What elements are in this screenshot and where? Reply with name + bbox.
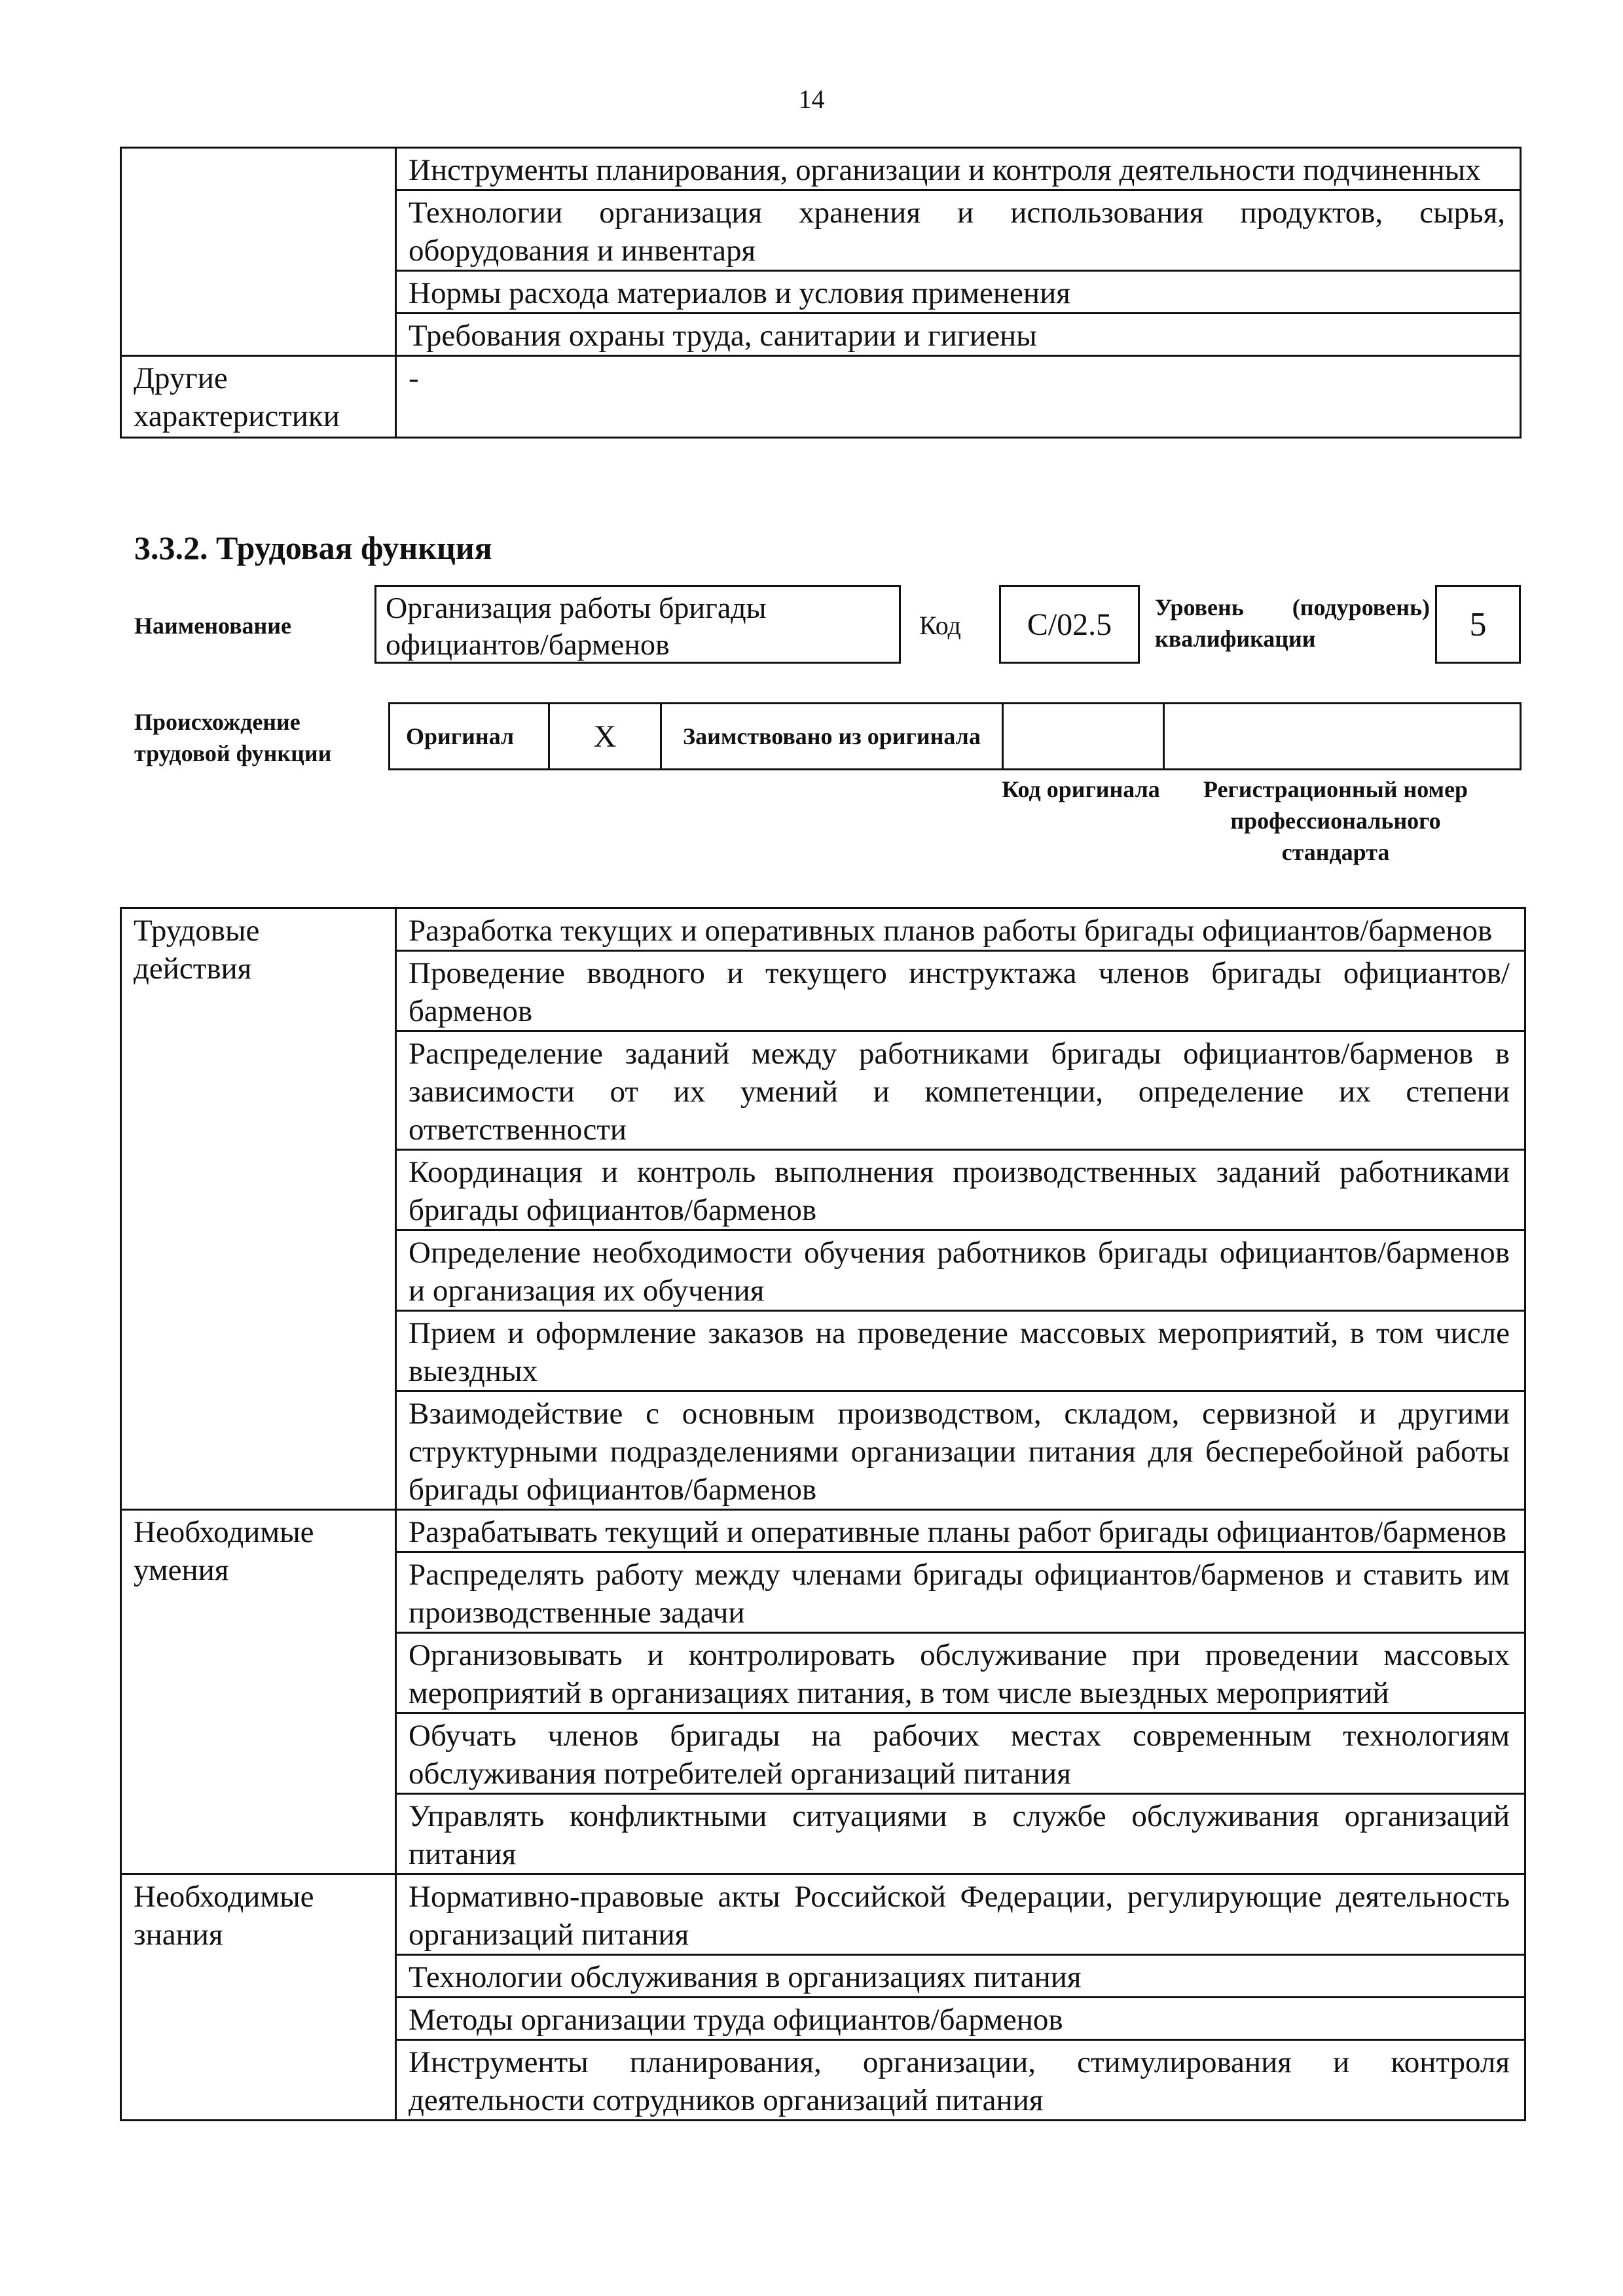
- table-cell: [396, 908, 1525, 951]
- table-cell: [396, 2040, 1525, 2121]
- cell-text: Методы организации труда официантов/барменов: [409, 2003, 1063, 2037]
- cell-text: Координация и контроль выполнения производственных заданий работниками бригады официантов/барменов: [409, 1155, 1510, 1227]
- continuation-table: [120, 147, 1522, 439]
- table-cell: [396, 1998, 1525, 2040]
- level-label: Уровень (подуровень) квалификации: [1155, 594, 1430, 652]
- page-number: 14: [798, 84, 825, 114]
- cell-text: Управлять конфликтными ситуациями в службе обслуживания организаций питания: [409, 1799, 1510, 1871]
- code-original-caption: Код оригинала: [1002, 776, 1160, 802]
- other-characteristics-label: Другие характеристики: [134, 361, 340, 433]
- reg-number-caption: Регистрационный номер профессионального стандарта: [1203, 776, 1468, 865]
- table-cell: [396, 148, 1521, 190]
- table-cell: [396, 190, 1521, 271]
- table-row: [121, 1874, 1525, 1955]
- code-original-cell: [1003, 704, 1164, 770]
- cell-text: Разработка текущих и оперативных планов работы бригады официантов/барменов: [409, 914, 1493, 948]
- table-row: [121, 356, 1521, 438]
- table-cell: [396, 1311, 1525, 1391]
- cell-text: Инструменты планирования, организации и контроля деятельности подчиненных: [409, 153, 1481, 187]
- cell-text: Организовывать и контролировать обслуживание при проведении массовых мероприятий в организациях питания, в том числе выездных мероприятий: [409, 1638, 1510, 1710]
- table-cell: [396, 1230, 1525, 1311]
- function-name-box: Организация работы бригады официантов/барменов: [374, 585, 901, 664]
- row-label-cell: [121, 908, 396, 1510]
- cell-text: Нормы расхода материалов и условия применения: [409, 276, 1070, 310]
- main-table: [120, 907, 1526, 2121]
- table-cell: [396, 1150, 1525, 1230]
- table-cell: [396, 1713, 1525, 1794]
- row-label-cell: [121, 1510, 396, 1874]
- table-row: [390, 704, 1521, 770]
- cell-text: Распределять работу между членами бригады официантов/барменов и ставить им производственные задачи: [409, 1558, 1510, 1630]
- table-cell: [396, 1955, 1525, 1998]
- table-row: [121, 1510, 1525, 1552]
- code-box: C/02.5: [999, 585, 1140, 664]
- row-label-cell: [121, 356, 396, 438]
- empty-label-cell: [121, 148, 396, 356]
- table-row: [121, 148, 1521, 190]
- required-skills-label: Необходимые умения: [134, 1515, 314, 1587]
- cell-text: Прием и оформление заказов на проведение массовых мероприятий, в том числе выездных: [409, 1316, 1510, 1388]
- table-cell: [396, 271, 1521, 314]
- original-mark: X: [549, 704, 661, 770]
- name-label: Наименование: [134, 613, 291, 639]
- code-label: Код: [919, 611, 961, 640]
- cell-text: Инструменты планирования, организации, стимулирования и контроля деятельности сотрудников организаций питания: [409, 2045, 1510, 2117]
- required-knowledge-label: Необходимые знания: [134, 1880, 314, 1952]
- origin-table: [388, 702, 1522, 770]
- borrowed-label: Заимствовано из оригинала: [661, 704, 1003, 770]
- other-characteristics-value: -: [409, 361, 419, 395]
- origin-label: Происхождение трудовой функции: [134, 709, 332, 766]
- table-cell: [396, 1552, 1525, 1633]
- cell-text: Распределение заданий между работниками бригады официантов/барменов в зависимости от их умений и компетенции, определение их степени ответственности: [409, 1037, 1510, 1147]
- table-row: [121, 908, 1525, 951]
- labor-actions-label: Трудовые действия: [134, 914, 260, 986]
- section-title: 3.3.2. Трудовая функция: [134, 529, 492, 566]
- cell-text: Проведение вводного и текущего инструктажа членов бригады официантов/барменов: [409, 956, 1510, 1028]
- cell-text: Определение необходимости обучения работников бригады официантов/барменов и организация их обучения: [409, 1236, 1510, 1308]
- table-cell: [396, 951, 1525, 1031]
- table-cell: [396, 1794, 1525, 1874]
- cell-text: Технологии обслуживания в организациях питания: [409, 1960, 1082, 1994]
- cell-text: Нормативно-правовые акты Российской Федерации, регулирующие деятельность организаций питания: [409, 1880, 1510, 1952]
- table-cell: [396, 1031, 1525, 1150]
- cell-text: Обучать членов бригады на рабочих местах современным технологиям обслуживания потребителей организаций питания: [409, 1719, 1510, 1791]
- original-label: Оригинал: [390, 704, 549, 770]
- cell-text: Взаимодействие с основным производством, складом, сервизной и другими структурными подразделениями организации питания для бесперебойной работы бригады официантов/барменов: [409, 1397, 1510, 1507]
- table-cell: [396, 1510, 1525, 1552]
- cell-text: Требования охраны труда, санитарии и гигиены: [409, 319, 1037, 353]
- table-cell: [396, 1633, 1525, 1713]
- reg-number-cell: [1164, 704, 1521, 770]
- table-cell: [396, 1391, 1525, 1510]
- row-label-cell: [121, 1874, 396, 2121]
- level-box: 5: [1435, 585, 1521, 664]
- table-cell: [396, 314, 1521, 356]
- table-cell: [396, 1874, 1525, 1955]
- cell-text: Технологии организация хранения и использования продуктов, сырья, оборудования и инвентаря: [409, 196, 1505, 268]
- cell-text: Разрабатывать текущий и оперативные планы работ бригады официантов/барменов: [409, 1515, 1507, 1549]
- table-cell: [396, 356, 1521, 438]
